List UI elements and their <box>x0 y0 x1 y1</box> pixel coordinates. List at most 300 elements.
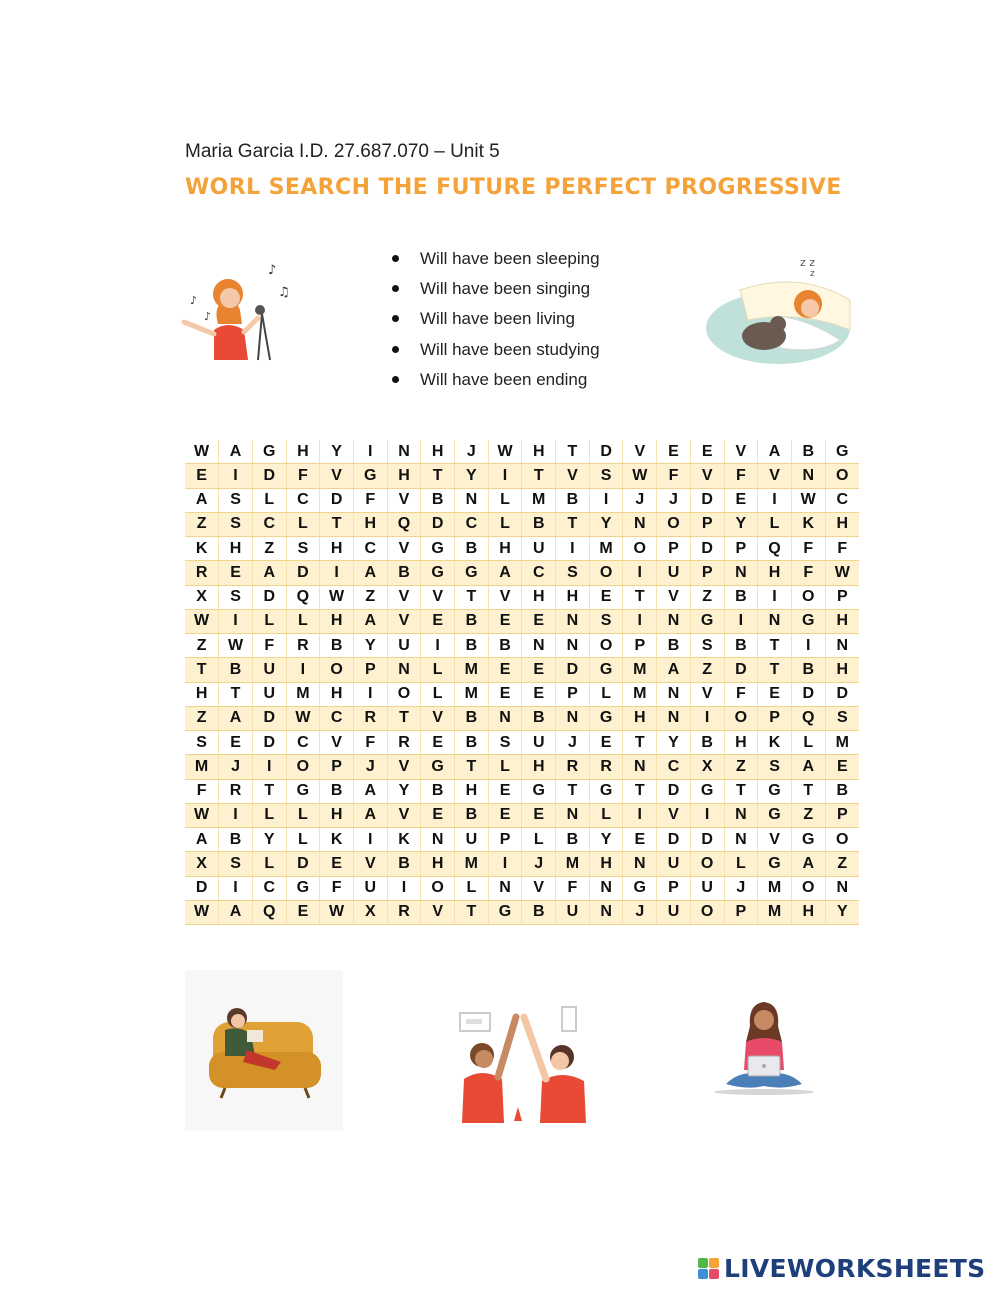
grid-letter[interactable]: T <box>219 682 253 706</box>
grid-letter[interactable]: N <box>724 828 758 852</box>
grid-letter[interactable]: D <box>286 852 320 876</box>
grid-letter[interactable]: B <box>657 634 691 658</box>
grid-letter[interactable]: M <box>185 755 219 779</box>
grid-letter[interactable]: H <box>353 512 387 536</box>
grid-letter[interactable]: V <box>387 488 421 512</box>
grid-letter[interactable]: I <box>589 488 623 512</box>
grid-letter[interactable]: V <box>320 731 354 755</box>
grid-letter[interactable]: A <box>185 828 219 852</box>
grid-letter[interactable]: H <box>522 440 556 464</box>
grid-letter[interactable]: N <box>825 876 859 900</box>
grid-letter[interactable]: B <box>791 440 825 464</box>
grid-letter[interactable]: R <box>219 779 253 803</box>
grid-letter[interactable]: M <box>623 658 657 682</box>
grid-letter[interactable]: Z <box>825 852 859 876</box>
grid-letter[interactable]: O <box>825 464 859 488</box>
grid-letter[interactable]: O <box>623 537 657 561</box>
grid-letter[interactable]: I <box>791 634 825 658</box>
grid-letter[interactable]: C <box>825 488 859 512</box>
grid-letter[interactable]: O <box>690 900 724 924</box>
grid-letter[interactable]: A <box>488 561 522 585</box>
grid-letter[interactable]: G <box>421 561 455 585</box>
grid-letter[interactable]: P <box>657 537 691 561</box>
grid-letter[interactable]: H <box>320 682 354 706</box>
grid-letter[interactable]: T <box>758 658 792 682</box>
grid-letter[interactable]: W <box>185 609 219 633</box>
grid-letter[interactable]: W <box>623 464 657 488</box>
grid-letter[interactable]: Z <box>690 658 724 682</box>
grid-letter[interactable]: N <box>657 609 691 633</box>
grid-letter[interactable]: B <box>455 537 489 561</box>
grid-letter[interactable]: U <box>657 852 691 876</box>
grid-letter[interactable]: K <box>791 512 825 536</box>
grid-letter[interactable]: B <box>488 634 522 658</box>
grid-letter[interactable]: S <box>556 561 590 585</box>
grid-letter[interactable]: V <box>690 464 724 488</box>
grid-letter[interactable]: E <box>589 585 623 609</box>
grid-letter[interactable]: T <box>623 779 657 803</box>
grid-letter[interactable]: E <box>657 440 691 464</box>
grid-letter[interactable]: I <box>421 634 455 658</box>
grid-letter[interactable]: A <box>791 852 825 876</box>
grid-letter[interactable]: R <box>387 900 421 924</box>
grid-letter[interactable]: A <box>219 706 253 730</box>
grid-letter[interactable]: U <box>657 900 691 924</box>
grid-letter[interactable]: P <box>690 512 724 536</box>
grid-letter[interactable]: A <box>219 900 253 924</box>
grid-letter[interactable]: M <box>623 682 657 706</box>
grid-letter[interactable]: A <box>353 803 387 827</box>
grid-letter[interactable]: K <box>387 828 421 852</box>
grid-letter[interactable]: E <box>758 682 792 706</box>
grid-letter[interactable]: S <box>219 852 253 876</box>
grid-letter[interactable]: J <box>724 876 758 900</box>
grid-letter[interactable]: T <box>556 779 590 803</box>
grid-letter[interactable]: D <box>690 488 724 512</box>
grid-letter[interactable]: P <box>353 658 387 682</box>
grid-letter[interactable]: I <box>758 585 792 609</box>
grid-letter[interactable]: F <box>657 464 691 488</box>
grid-letter[interactable]: F <box>825 537 859 561</box>
grid-letter[interactable]: L <box>421 682 455 706</box>
grid-letter[interactable]: Y <box>589 512 623 536</box>
grid-letter[interactable]: P <box>657 876 691 900</box>
grid-letter[interactable]: Y <box>320 440 354 464</box>
grid-letter[interactable]: D <box>690 828 724 852</box>
grid-letter[interactable]: N <box>724 561 758 585</box>
grid-letter[interactable]: E <box>320 852 354 876</box>
grid-letter[interactable]: I <box>623 609 657 633</box>
grid-letter[interactable]: V <box>657 585 691 609</box>
grid-letter[interactable]: V <box>657 803 691 827</box>
grid-letter[interactable]: M <box>758 876 792 900</box>
grid-letter[interactable]: U <box>252 682 286 706</box>
grid-letter[interactable]: L <box>286 803 320 827</box>
grid-letter[interactable]: Y <box>252 828 286 852</box>
grid-letter[interactable]: Y <box>455 464 489 488</box>
grid-letter[interactable]: N <box>556 609 590 633</box>
grid-letter[interactable]: Y <box>387 779 421 803</box>
grid-letter[interactable]: I <box>353 682 387 706</box>
grid-letter[interactable]: C <box>286 488 320 512</box>
grid-letter[interactable]: C <box>657 755 691 779</box>
grid-letter[interactable]: N <box>556 706 590 730</box>
grid-letter[interactable]: N <box>724 803 758 827</box>
grid-letter[interactable]: L <box>286 828 320 852</box>
grid-letter[interactable]: S <box>825 706 859 730</box>
grid-letter[interactable]: G <box>286 779 320 803</box>
grid-letter[interactable]: G <box>758 852 792 876</box>
grid-letter[interactable]: P <box>825 585 859 609</box>
grid-letter[interactable]: E <box>522 609 556 633</box>
grid-letter[interactable]: U <box>690 876 724 900</box>
grid-letter[interactable]: Y <box>589 828 623 852</box>
grid-letter[interactable]: H <box>320 803 354 827</box>
grid-letter[interactable]: L <box>488 512 522 536</box>
grid-letter[interactable]: M <box>522 488 556 512</box>
grid-letter[interactable]: L <box>589 803 623 827</box>
grid-letter[interactable]: P <box>724 537 758 561</box>
grid-letter[interactable]: H <box>421 852 455 876</box>
grid-letter[interactable]: B <box>219 828 253 852</box>
grid-letter[interactable]: B <box>522 512 556 536</box>
grid-letter[interactable]: J <box>455 440 489 464</box>
grid-letter[interactable]: B <box>455 731 489 755</box>
grid-letter[interactable]: S <box>690 634 724 658</box>
grid-letter[interactable]: Q <box>758 537 792 561</box>
grid-letter[interactable]: K <box>758 731 792 755</box>
grid-letter[interactable]: R <box>353 706 387 730</box>
grid-letter[interactable]: H <box>320 609 354 633</box>
grid-letter[interactable]: G <box>286 876 320 900</box>
grid-letter[interactable]: V <box>421 585 455 609</box>
grid-letter[interactable]: E <box>825 755 859 779</box>
grid-letter[interactable]: X <box>353 900 387 924</box>
grid-letter[interactable]: O <box>320 658 354 682</box>
grid-letter[interactable]: I <box>219 609 253 633</box>
grid-letter[interactable]: F <box>353 731 387 755</box>
grid-letter[interactable]: H <box>825 658 859 682</box>
grid-letter[interactable]: E <box>488 609 522 633</box>
grid-letter[interactable]: W <box>185 440 219 464</box>
grid-letter[interactable]: B <box>690 731 724 755</box>
grid-letter[interactable]: G <box>522 779 556 803</box>
grid-letter[interactable]: Z <box>353 585 387 609</box>
grid-letter[interactable]: P <box>488 828 522 852</box>
grid-letter[interactable]: N <box>522 634 556 658</box>
grid-letter[interactable]: H <box>556 585 590 609</box>
grid-letter[interactable]: H <box>522 585 556 609</box>
grid-letter[interactable]: N <box>421 828 455 852</box>
grid-letter[interactable]: L <box>488 488 522 512</box>
grid-letter[interactable]: G <box>791 828 825 852</box>
grid-letter[interactable]: Y <box>825 900 859 924</box>
grid-letter[interactable]: I <box>252 755 286 779</box>
grid-letter[interactable]: L <box>252 609 286 633</box>
grid-letter[interactable]: F <box>556 876 590 900</box>
grid-letter[interactable]: F <box>185 779 219 803</box>
grid-letter[interactable]: O <box>791 585 825 609</box>
grid-letter[interactable]: W <box>488 440 522 464</box>
grid-letter[interactable]: T <box>455 585 489 609</box>
grid-letter[interactable]: I <box>387 876 421 900</box>
grid-letter[interactable]: L <box>252 488 286 512</box>
grid-letter[interactable]: I <box>623 561 657 585</box>
grid-letter[interactable]: G <box>421 537 455 561</box>
grid-letter[interactable]: F <box>252 634 286 658</box>
grid-letter[interactable]: J <box>522 852 556 876</box>
grid-letter[interactable]: I <box>353 828 387 852</box>
grid-letter[interactable]: L <box>791 731 825 755</box>
grid-letter[interactable]: P <box>320 755 354 779</box>
grid-letter[interactable]: U <box>657 561 691 585</box>
grid-letter[interactable]: V <box>724 440 758 464</box>
grid-letter[interactable]: T <box>455 900 489 924</box>
grid-letter[interactable]: M <box>286 682 320 706</box>
grid-letter[interactable]: E <box>488 779 522 803</box>
grid-letter[interactable]: F <box>353 488 387 512</box>
grid-letter[interactable]: Q <box>252 900 286 924</box>
grid-letter[interactable]: S <box>589 464 623 488</box>
grid-letter[interactable]: Z <box>690 585 724 609</box>
grid-letter[interactable]: X <box>185 585 219 609</box>
grid-letter[interactable]: D <box>791 682 825 706</box>
grid-letter[interactable]: M <box>455 658 489 682</box>
grid-letter[interactable]: T <box>623 731 657 755</box>
grid-letter[interactable]: T <box>556 512 590 536</box>
grid-letter[interactable]: H <box>219 537 253 561</box>
grid-letter[interactable]: L <box>286 609 320 633</box>
grid-letter[interactable]: G <box>488 900 522 924</box>
grid-letter[interactable]: V <box>522 876 556 900</box>
grid-letter[interactable]: E <box>589 731 623 755</box>
grid-letter[interactable]: B <box>556 488 590 512</box>
grid-letter[interactable]: H <box>286 440 320 464</box>
grid-letter[interactable]: A <box>219 440 253 464</box>
grid-letter[interactable]: X <box>185 852 219 876</box>
grid-letter[interactable]: G <box>353 464 387 488</box>
grid-letter[interactable]: W <box>185 900 219 924</box>
grid-letter[interactable]: M <box>455 682 489 706</box>
grid-letter[interactable]: S <box>758 755 792 779</box>
grid-letter[interactable]: O <box>589 634 623 658</box>
grid-letter[interactable]: B <box>455 609 489 633</box>
grid-letter[interactable]: C <box>353 537 387 561</box>
grid-letter[interactable]: Y <box>724 512 758 536</box>
grid-letter[interactable]: P <box>690 561 724 585</box>
grid-letter[interactable]: E <box>690 440 724 464</box>
grid-letter[interactable]: J <box>353 755 387 779</box>
grid-letter[interactable]: V <box>387 537 421 561</box>
grid-letter[interactable]: I <box>724 609 758 633</box>
grid-letter[interactable]: N <box>556 803 590 827</box>
grid-letter[interactable]: E <box>724 488 758 512</box>
grid-letter[interactable]: I <box>219 803 253 827</box>
grid-letter[interactable]: U <box>252 658 286 682</box>
grid-letter[interactable]: V <box>387 585 421 609</box>
grid-letter[interactable]: A <box>353 609 387 633</box>
grid-letter[interactable]: L <box>455 876 489 900</box>
grid-letter[interactable]: T <box>387 706 421 730</box>
grid-letter[interactable]: I <box>353 440 387 464</box>
grid-letter[interactable]: N <box>387 440 421 464</box>
grid-letter[interactable]: A <box>657 658 691 682</box>
grid-letter[interactable]: D <box>724 658 758 682</box>
grid-letter[interactable]: P <box>825 803 859 827</box>
grid-letter[interactable]: D <box>825 682 859 706</box>
grid-letter[interactable]: E <box>488 682 522 706</box>
grid-letter[interactable]: N <box>623 512 657 536</box>
grid-letter[interactable]: G <box>690 609 724 633</box>
grid-letter[interactable]: L <box>252 852 286 876</box>
grid-letter[interactable]: X <box>690 755 724 779</box>
grid-letter[interactable]: S <box>488 731 522 755</box>
grid-letter[interactable]: E <box>421 609 455 633</box>
grid-letter[interactable]: N <box>825 634 859 658</box>
grid-letter[interactable]: V <box>488 585 522 609</box>
grid-letter[interactable]: U <box>556 900 590 924</box>
grid-letter[interactable]: V <box>387 803 421 827</box>
grid-letter[interactable]: H <box>589 852 623 876</box>
grid-letter[interactable]: B <box>724 634 758 658</box>
grid-letter[interactable]: S <box>589 609 623 633</box>
grid-letter[interactable]: W <box>320 585 354 609</box>
grid-letter[interactable]: H <box>791 900 825 924</box>
grid-letter[interactable]: D <box>252 706 286 730</box>
grid-letter[interactable]: Q <box>791 706 825 730</box>
grid-letter[interactable]: O <box>791 876 825 900</box>
grid-letter[interactable]: N <box>657 706 691 730</box>
grid-letter[interactable]: H <box>724 731 758 755</box>
grid-letter[interactable]: R <box>387 731 421 755</box>
grid-letter[interactable]: K <box>320 828 354 852</box>
grid-letter[interactable]: B <box>320 779 354 803</box>
grid-letter[interactable]: H <box>185 682 219 706</box>
grid-letter[interactable]: A <box>758 440 792 464</box>
grid-letter[interactable]: D <box>657 828 691 852</box>
grid-letter[interactable]: H <box>825 609 859 633</box>
grid-letter[interactable]: J <box>623 488 657 512</box>
grid-letter[interactable]: G <box>825 440 859 464</box>
grid-letter[interactable]: B <box>455 706 489 730</box>
grid-letter[interactable]: O <box>387 682 421 706</box>
grid-letter[interactable]: E <box>623 828 657 852</box>
grid-letter[interactable]: S <box>219 488 253 512</box>
grid-letter[interactable]: F <box>791 561 825 585</box>
grid-letter[interactable]: I <box>488 464 522 488</box>
grid-letter[interactable]: L <box>421 658 455 682</box>
grid-letter[interactable]: B <box>219 658 253 682</box>
grid-letter[interactable]: F <box>320 876 354 900</box>
grid-letter[interactable]: E <box>219 561 253 585</box>
grid-letter[interactable]: N <box>657 682 691 706</box>
grid-letter[interactable]: L <box>286 512 320 536</box>
grid-letter[interactable]: I <box>556 537 590 561</box>
grid-letter[interactable]: C <box>455 512 489 536</box>
grid-letter[interactable]: Y <box>657 731 691 755</box>
grid-letter[interactable]: N <box>455 488 489 512</box>
grid-letter[interactable]: L <box>589 682 623 706</box>
grid-letter[interactable]: D <box>320 488 354 512</box>
grid-letter[interactable]: T <box>791 779 825 803</box>
grid-letter[interactable]: N <box>623 755 657 779</box>
grid-letter[interactable]: T <box>421 464 455 488</box>
grid-letter[interactable]: G <box>589 779 623 803</box>
grid-letter[interactable]: H <box>387 464 421 488</box>
grid-letter[interactable]: H <box>320 537 354 561</box>
grid-letter[interactable]: B <box>421 779 455 803</box>
grid-letter[interactable]: T <box>522 464 556 488</box>
grid-letter[interactable]: M <box>455 852 489 876</box>
grid-letter[interactable]: I <box>219 464 253 488</box>
grid-letter[interactable]: E <box>421 731 455 755</box>
grid-letter[interactable]: L <box>522 828 556 852</box>
grid-letter[interactable]: T <box>556 440 590 464</box>
grid-letter[interactable]: O <box>724 706 758 730</box>
grid-letter[interactable]: E <box>421 803 455 827</box>
grid-letter[interactable]: Z <box>724 755 758 779</box>
grid-letter[interactable]: Z <box>791 803 825 827</box>
grid-letter[interactable]: G <box>690 779 724 803</box>
grid-letter[interactable]: F <box>724 682 758 706</box>
grid-letter[interactable]: P <box>623 634 657 658</box>
grid-letter[interactable]: C <box>252 512 286 536</box>
grid-letter[interactable]: I <box>690 803 724 827</box>
grid-letter[interactable]: F <box>724 464 758 488</box>
grid-letter[interactable]: W <box>320 900 354 924</box>
grid-letter[interactable]: U <box>522 731 556 755</box>
grid-letter[interactable]: O <box>421 876 455 900</box>
grid-letter[interactable]: B <box>387 852 421 876</box>
grid-letter[interactable]: A <box>353 561 387 585</box>
grid-letter[interactable]: I <box>286 658 320 682</box>
grid-letter[interactable]: P <box>724 900 758 924</box>
grid-letter[interactable]: R <box>286 634 320 658</box>
grid-letter[interactable]: W <box>185 803 219 827</box>
grid-letter[interactable]: D <box>252 731 286 755</box>
grid-letter[interactable]: U <box>387 634 421 658</box>
grid-letter[interactable]: O <box>286 755 320 779</box>
grid-letter[interactable]: D <box>286 561 320 585</box>
grid-letter[interactable]: N <box>791 464 825 488</box>
grid-letter[interactable]: W <box>286 706 320 730</box>
grid-letter[interactable]: I <box>320 561 354 585</box>
grid-letter[interactable]: J <box>556 731 590 755</box>
grid-letter[interactable]: T <box>724 779 758 803</box>
grid-letter[interactable]: D <box>252 585 286 609</box>
grid-letter[interactable]: O <box>589 561 623 585</box>
grid-letter[interactable]: H <box>455 779 489 803</box>
grid-letter[interactable]: E <box>219 731 253 755</box>
grid-letter[interactable]: Q <box>387 512 421 536</box>
grid-letter[interactable]: A <box>791 755 825 779</box>
grid-letter[interactable]: H <box>758 561 792 585</box>
grid-letter[interactable]: U <box>455 828 489 852</box>
grid-letter[interactable]: B <box>825 779 859 803</box>
grid-letter[interactable]: G <box>589 706 623 730</box>
grid-letter[interactable]: G <box>455 561 489 585</box>
grid-letter[interactable]: G <box>421 755 455 779</box>
grid-letter[interactable]: N <box>589 876 623 900</box>
grid-letter[interactable]: V <box>690 682 724 706</box>
grid-letter[interactable]: P <box>556 682 590 706</box>
grid-letter[interactable]: I <box>758 488 792 512</box>
grid-letter[interactable]: V <box>421 706 455 730</box>
grid-letter[interactable]: H <box>522 755 556 779</box>
grid-letter[interactable]: M <box>825 731 859 755</box>
grid-letter[interactable]: G <box>758 803 792 827</box>
grid-letter[interactable]: R <box>556 755 590 779</box>
